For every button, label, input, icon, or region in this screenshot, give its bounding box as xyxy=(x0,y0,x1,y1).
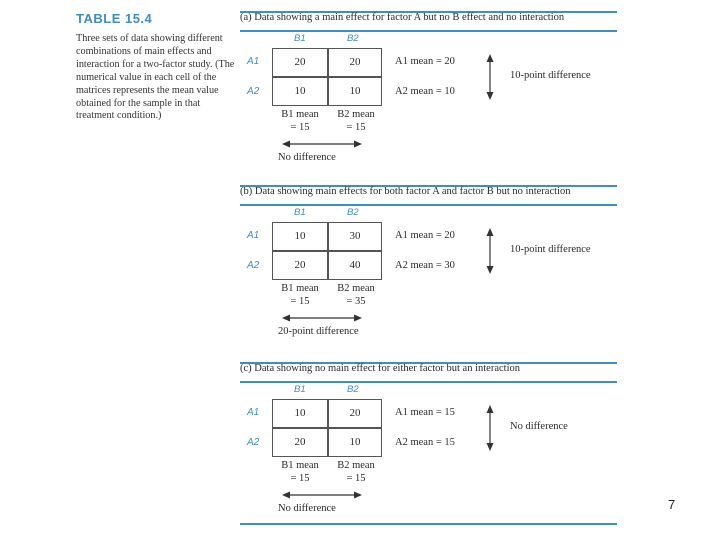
col-mean-b2-label: B2 mean xyxy=(337,283,375,294)
row-mean-a2: A2 mean = 10 xyxy=(395,86,455,97)
horizontal-double-arrow-icon xyxy=(282,490,362,500)
col-mean-b2 xyxy=(326,283,386,308)
col-header-b2: B2 xyxy=(347,384,359,395)
cell-a1-b2: 30 xyxy=(349,230,361,242)
right-difference-note: No difference xyxy=(510,421,568,432)
data-matrix xyxy=(272,48,382,106)
horizontal-double-arrow-icon xyxy=(282,313,362,323)
right-difference-note: 10-point difference xyxy=(510,70,591,81)
cell-a1-b2: 20 xyxy=(349,407,361,419)
section-title: (b) Data showing main effects for both factor A and factor B but no interaction xyxy=(240,186,571,197)
col-mean-b1-value: = 15 xyxy=(290,295,310,307)
col-mean-b2-label: B2 mean xyxy=(337,460,375,471)
section-2 xyxy=(0,351,720,531)
table-title: TABLE 15.4 xyxy=(76,11,153,26)
bottom-difference-note: 20-point difference xyxy=(278,326,359,337)
row-mean-a1: A1 mean = 20 xyxy=(395,56,455,67)
row-header-a1: A1 xyxy=(247,407,260,418)
section-0 xyxy=(0,0,720,180)
data-matrix xyxy=(272,399,382,457)
col-header-b2: B2 xyxy=(347,33,359,44)
row-mean-a1: A1 mean = 20 xyxy=(395,230,455,241)
horizontal-double-arrow-icon xyxy=(282,139,362,149)
data-matrix xyxy=(272,222,382,280)
cell-a2-b1: 20 xyxy=(294,259,306,271)
cell-a1-b1: 10 xyxy=(294,230,306,242)
section-rule-bottom xyxy=(240,204,617,206)
row-header-a1: A1 xyxy=(247,230,260,241)
col-mean-b1 xyxy=(270,283,330,308)
right-difference-note: 10-point difference xyxy=(510,244,591,255)
col-header-b1: B1 xyxy=(294,384,306,395)
cell-a1-b1: 20 xyxy=(294,56,306,68)
col-mean-b1-value: = 15 xyxy=(290,472,310,484)
vertical-double-arrow-icon xyxy=(485,54,495,100)
cell-a2-b1: 10 xyxy=(294,85,306,97)
bottom-difference-note: No difference xyxy=(278,152,336,163)
row-mean-a2: A2 mean = 15 xyxy=(395,437,455,448)
cell-a2-b2: 10 xyxy=(349,436,361,448)
col-mean-b2-value: = 15 xyxy=(346,472,366,484)
cell-a2-b2: 40 xyxy=(349,259,361,271)
table-bottom-rule xyxy=(240,523,617,525)
section-rule-bottom xyxy=(240,381,617,383)
col-mean-b1-label: B1 mean xyxy=(281,460,319,471)
col-header-b2: B2 xyxy=(347,207,359,218)
col-mean-b1 xyxy=(270,460,330,485)
slide-number: 7 xyxy=(668,497,676,512)
bottom-difference-note: No difference xyxy=(278,503,336,514)
col-mean-b2-value: = 15 xyxy=(346,121,366,133)
col-mean-b1-label: B1 mean xyxy=(281,283,319,294)
vertical-double-arrow-icon xyxy=(485,228,495,274)
row-header-a2: A2 xyxy=(247,86,260,97)
section-title: (a) Data showing a main effect for factor A but no B effect and no interaction xyxy=(240,12,565,23)
col-mean-b1-label: B1 mean xyxy=(281,109,319,120)
section-1 xyxy=(0,174,720,354)
col-header-b1: B1 xyxy=(294,207,306,218)
col-mean-b2 xyxy=(326,109,386,134)
table-caption: Three sets of data showing different combinations of main effects and interaction for a two-factor study. (The numerical value in each cell of the matrices represents the mean value obtained for the sample in that treatment condition.) xyxy=(76,33,235,122)
vertical-double-arrow-icon xyxy=(485,405,495,451)
row-header-a2: A2 xyxy=(247,437,260,448)
cell-a1-b2: 20 xyxy=(349,56,361,68)
section-title: (c) Data showing no main effect for either factor but an interaction xyxy=(240,363,520,374)
col-mean-b1 xyxy=(270,109,330,134)
cell-a1-b1: 10 xyxy=(294,407,306,419)
col-mean-b2-value: = 35 xyxy=(346,295,366,307)
col-mean-b2-label: B2 mean xyxy=(337,109,375,120)
section-rule-bottom xyxy=(240,30,617,32)
cell-a2-b1: 20 xyxy=(294,436,306,448)
cell-a2-b2: 10 xyxy=(349,85,361,97)
row-mean-a2: A2 mean = 30 xyxy=(395,260,455,271)
col-mean-b1-value: = 15 xyxy=(290,121,310,133)
row-mean-a1: A1 mean = 15 xyxy=(395,407,455,418)
row-header-a2: A2 xyxy=(247,260,260,271)
col-mean-b2 xyxy=(326,460,386,485)
col-header-b1: B1 xyxy=(294,33,306,44)
row-header-a1: A1 xyxy=(247,56,260,67)
